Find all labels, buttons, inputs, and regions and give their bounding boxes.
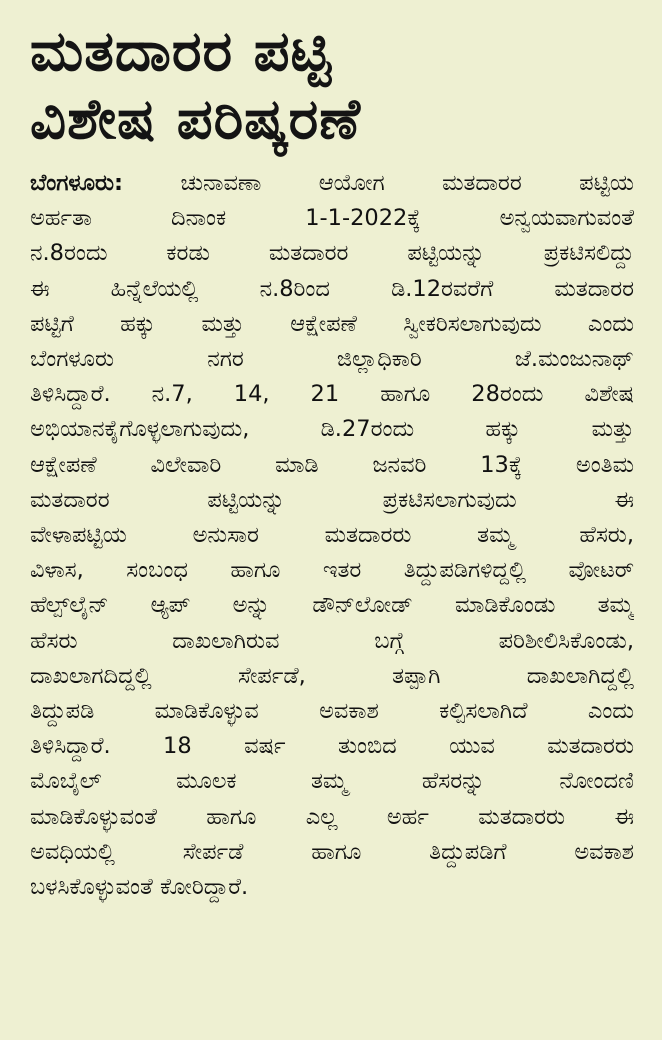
article-line: ಅರ್ಹತಾ ದಿನಾಂಕ 1-1-2022ಕ್ಕೆ ಅನ್ವಯವಾಗುವಂತೆ [30,205,634,232]
article-body [30,166,634,905]
headline-line-1: ಮತದಾರರ ಪಟ್ಟಿ [30,19,333,84]
article-line: ಹೆಸರು ದಾಖಲಾಗಿರುವ ಬಗ್ಗೆ ಪರಿಶೀಲಿಸಿಕೊಂಡು, [30,627,634,654]
article-line: ದಾಖಲಾಗದಿದ್ದಲ್ಲಿ ಸೇರ್ಪಡೆ, ತಪ್ಪಾಗಿ ದಾಖಲಾಗಿದ್ದಲ್ಲಿ [30,662,634,689]
article-line: ಅವಧಿಯಲ್ಲಿ ಸೇರ್ಪಡೆ ಹಾಗೂ ತಿದ್ದುಪಡಿಗೆ ಅವಕಾಶ [30,838,634,865]
article-line: ಮೊಬೈಲ್ ಮೂಲಕ ತಮ್ಮ ಹೆಸರನ್ನು ನೋಂದಣಿ [30,768,634,795]
article-line: ವೇಳಾಪಟ್ಟಿಯ ಅನುಸಾರ ಮತದಾರರು ತಮ್ಮ ಹೆಸರು, [30,522,634,549]
article-line: ಈ ಹಿನ್ನೆಲೆಯಲ್ಲಿ ನ.8ರಿಂದ ಡಿ.12ರವರೆಗೆ ಮತದಾರರ [30,275,634,302]
article-line: ಆಕ್ಷೇಪಣೆ ವಿಲೇವಾರಿ ಮಾಡಿ ಜನವರಿ 13ಕ್ಕೆ ಅಂತಿಮ [30,451,634,478]
article-line: ಹೆಲ್ಪ್‌ಲೈನ್ ಆ್ಯಪ್ ಅನ್ನು ಡೌನ್‌ಲೋಡ್ ಮಾಡಿಕೊಂಡು ತಮ್ಮ [30,592,634,619]
article-line: ನ.8ರಂದು ಕರಡು ಮತದಾರರ ಪಟ್ಟಿಯನ್ನು ಪ್ರಕಟಿಸಲಿದ್ದು [30,240,634,267]
dateline: ಬೆಂಗಳೂರು: [30,170,124,196]
article-line: ಬೆಂಗಳೂರು ನಗರ ಜಿಲ್ಲಾಧಿಕಾರಿ ಜೆ.ಮಂಜುನಾಥ್ [30,346,634,373]
article-line: ಮಾಡಿಕೊಳ್ಳುವಂತೆ ಹಾಗೂ ಎಲ್ಲ ಅರ್ಹ ಮತದಾರರು ಈ [30,803,634,830]
article-line [30,166,634,201]
article-line: ತಿಳಿಸಿದ್ದಾರೆ. ನ.7, 14, 21 ಹಾಗೂ 28ರಂದು ವಿಶೇಷ [30,381,634,408]
article-line-last: ಬಳಸಿಕೊಳ್ಳುವಂತೆ ಕೋರಿದ್ದಾರೆ. [30,874,249,901]
article-line-text: ಚುನಾವಣಾ ಆಯೋಗ ಮತದಾರರ ಪಟ್ಟಿಯ [123,170,634,196]
article-line: ತಿಳಿಸಿದ್ದಾರೆ. 18 ವರ್ಷ ತುಂಬಿದ ಯುವ ಮತದಾರರು [30,733,634,760]
article-line: ವಿಳಾಸ, ಸಂಬಂಧ ಹಾಗೂ ಇತರ ತಿದ್ದುಪಡಿಗಳಿದ್ದಲ್ಲಿ ವೋಟರ್ [30,557,634,584]
article-line: ತಿದ್ದುಪಡಿ ಮಾಡಿಕೊಳ್ಳುವ ಅವಕಾಶ ಕಲ್ಪಿಸಲಾಗಿದೆ ಎಂದು [30,698,634,725]
article-line: ಪಟ್ಟಿಗೆ ಹಕ್ಕು ಮತ್ತು ಆಕ್ಷೇಪಣೆ ಸ್ವೀಕರಿಸಲಾಗುವುದು ಎಂದು [30,310,634,337]
headline-line-2: ವಿಶೇಷ ಪರಿಷ್ಕರಣೆ [30,87,362,152]
headline [30,18,634,154]
article-line: ಮತದಾರರ ಪಟ್ಟಿಯನ್ನು ಪ್ರಕಟಿಸಲಾಗುವುದು ಈ [30,486,634,513]
article-line: ಅಭಿಯಾನಕೈಗೊಳ್ಳಲಾಗುವುದು, ಡಿ.27ರಂದು ಹಕ್ಕು ಮತ್ತು [30,416,634,443]
